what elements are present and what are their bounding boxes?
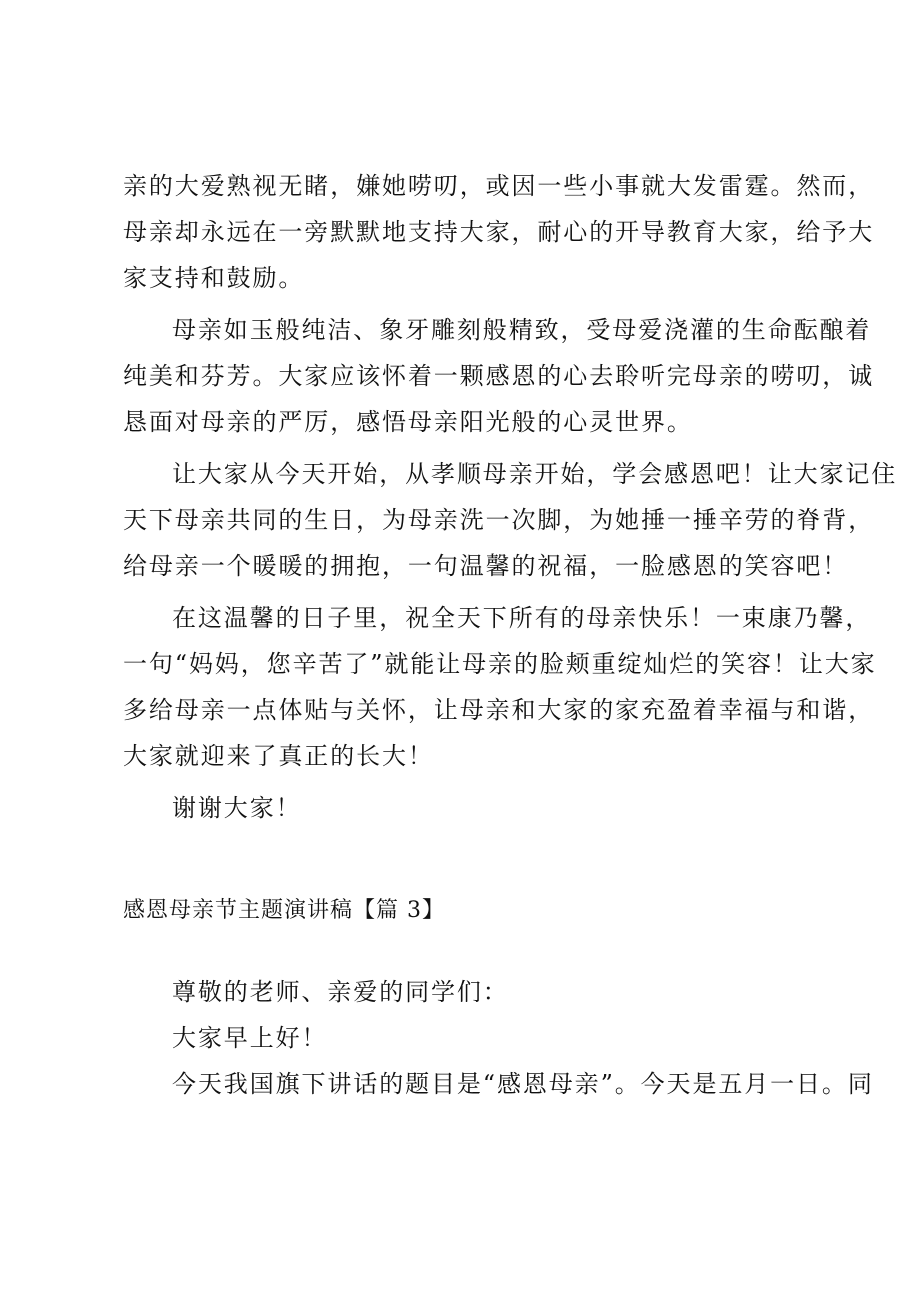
paragraph-2-line-1: 母亲如玉般纯洁、象牙雕刻般精致，受母爱浇灌的生命酝酿着	[172, 316, 872, 344]
paragraph-1-line-3: 家支持和鼓励。	[123, 264, 305, 292]
paragraph-2-line-2: 纯美和芬芳。大家应该怀着一颗感恩的心去聆听完母亲的唠叨，诚	[123, 362, 875, 390]
paragraph-5-line-1: 谢谢大家！	[172, 794, 302, 822]
paragraph-2-line-3: 恳面对母亲的严厉，感悟母亲阳光般的心灵世界。	[123, 408, 693, 436]
paragraph-4-line-1: 在这温馨的日子里，祝全天下所有的母亲快乐！一束康乃馨，	[172, 604, 872, 632]
paragraph-4-line-2: 一句“妈妈，您辛苦了”就能让母亲的脸颊重绽灿烂的笑容！让大家	[123, 650, 877, 678]
paragraph-3-line-1: 让大家从今天开始，从孝顺母亲开始，学会感恩吧！让大家记住	[172, 460, 898, 488]
section-paragraph-3: 今天我国旗下讲话的题目是“感恩母亲”。今天是五月一日。同	[172, 1070, 874, 1098]
section-heading: 感恩母亲节主题演讲稿【篇 3】	[123, 898, 445, 923]
paragraph-3-line-2: 天下母亲共同的生日，为母亲洗一次脚，为她捶一捶辛劳的脊背，	[123, 506, 875, 534]
paragraph-1-line-1: 亲的大爱熟视无睹，嫌她唠叨，或因一些小事就大发雷霆。然而，	[123, 172, 875, 200]
paragraph-3-line-3: 给母亲一个暖暖的拥抱，一句温馨的祝福，一脸感恩的笑容吧！	[123, 552, 849, 580]
section-paragraph-2: 大家早上好！	[172, 1024, 328, 1052]
paragraph-4-line-4: 大家就迎来了真正的长大！	[123, 742, 434, 770]
section-paragraph-1: 尊敬的老师、亲爱的同学们：	[172, 978, 509, 1006]
paragraph-1-line-2: 母亲却永远在一旁默默地支持大家，耐心的开导教育大家，给予大	[123, 218, 875, 246]
paragraph-4-line-3: 多给母亲一点体贴与关怀，让母亲和大家的家充盈着幸福与和谐，	[123, 696, 875, 724]
